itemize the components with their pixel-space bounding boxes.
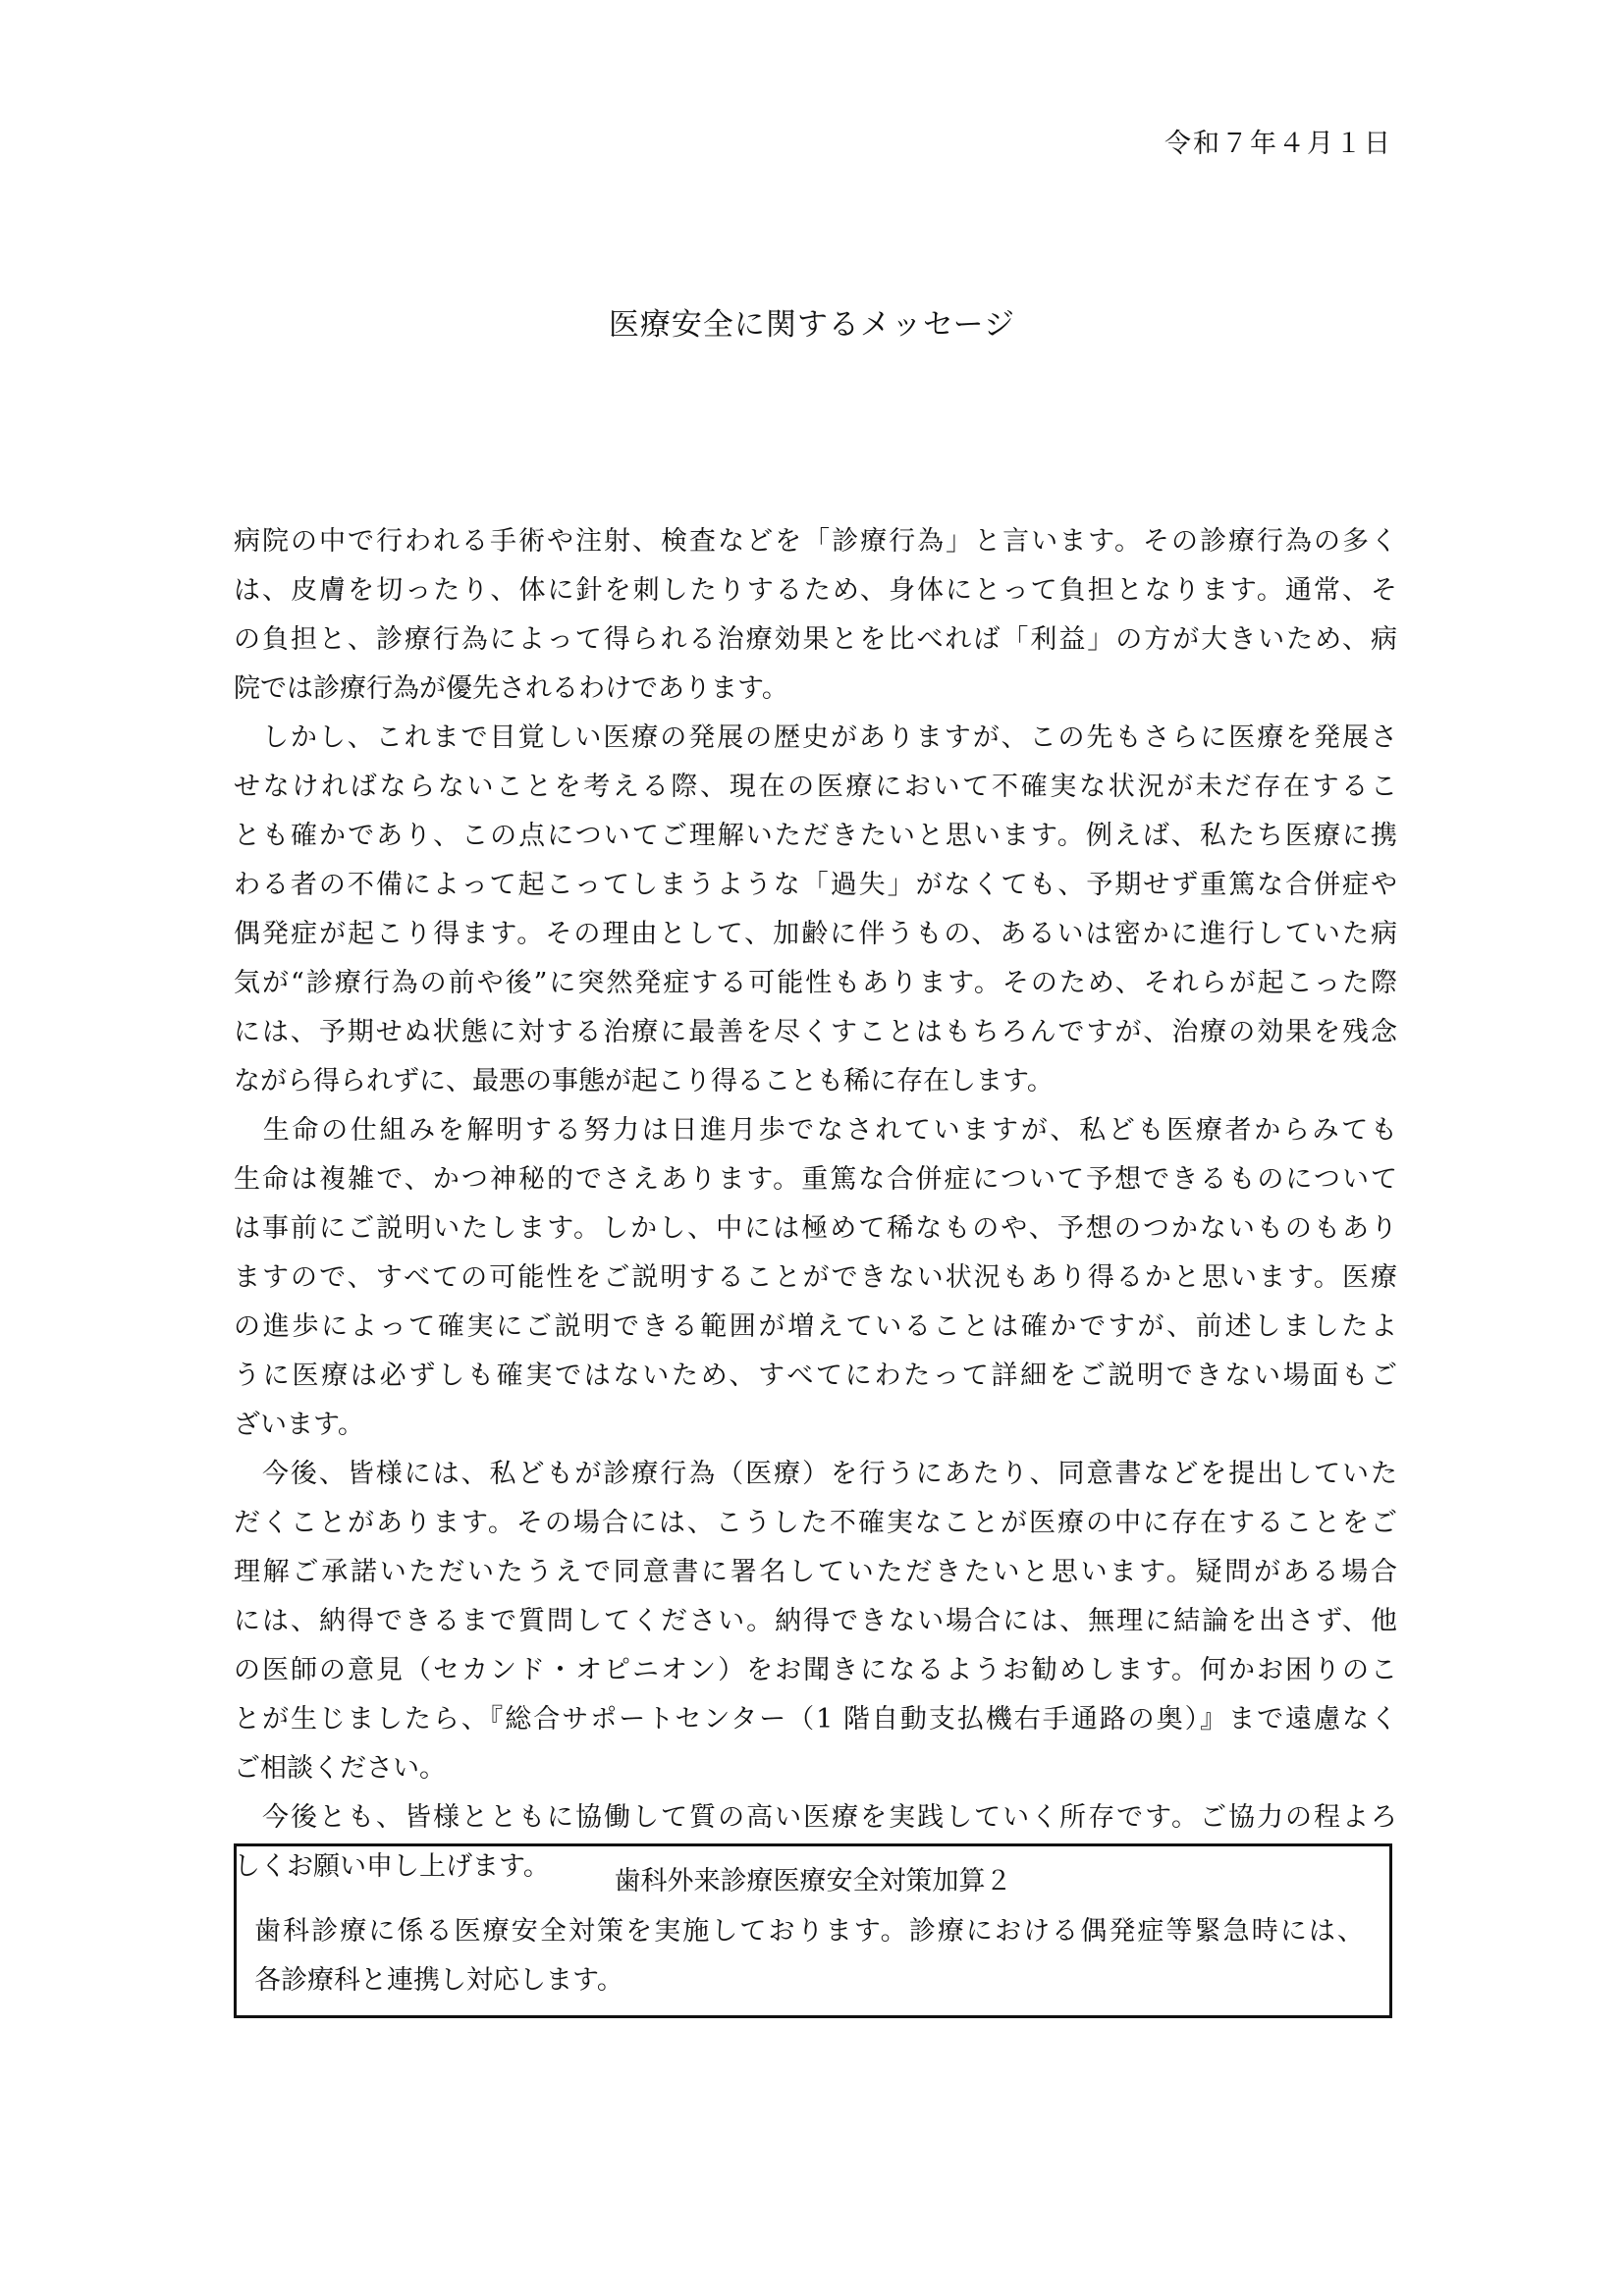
text-line: 偶発症が起こり得ます。その理由として、加齢に伴うもの、あるいは密かに進行していた病	[234, 919, 1397, 949]
text-line: には、予期せぬ状態に対する治療に最善を尽くすことはもちろんですが、治療の効果を残念	[234, 1017, 1397, 1047]
notice-box	[234, 1843, 1392, 2018]
document-title: 医療安全に関するメッセージ	[608, 307, 1016, 343]
text-line: わる者の不備によって起こってしまうような「過失」がなくても、予期せず重篤な合併症や	[234, 870, 1397, 900]
text-line: うに医療は必ずしも確実ではないため、すべてにわたって詳細をご説明できない場面もご	[234, 1361, 1397, 1391]
text-line: 理解ご承諾いただいたうえで同意書に署名していただきたいと思います。疑問がある場合	[234, 1557, 1397, 1587]
text-line: の負担と、診療行為によって得られる治療効果とを比べれば「利益」の方が大きいため、病	[234, 624, 1397, 655]
text-line: は、皮膚を切ったり、体に針を刺したりするため、身体にとって負担となります。通常、そ	[234, 575, 1397, 606]
notice-title: 歯科外来診療医療安全対策加算２	[614, 1866, 1012, 1896]
text-line: だくことがあります。その場合には、こうした不確実なことが医療の中に存在することをご	[234, 1508, 1397, 1538]
paragraph	[234, 714, 1397, 1106]
text-line: の医師の意見（セカンド・オピニオン）をお聞きになるようお勧めします。何かお困りのこ	[234, 1655, 1397, 1685]
text-line: 今後とも、皆様とともに協働して質の高い医療を実践していく所存です。ご協力の程よろ	[234, 1802, 1397, 1833]
notice-body	[254, 1907, 1364, 2005]
document-date: 令和７年４月１日	[1164, 129, 1392, 159]
text-line: ますので、すべての可能性をご説明することができない状況もあり得るかと思います。医療	[234, 1262, 1397, 1293]
text-line: には、納得できるまで質問してください。納得できない場合には、無理に結論を出さず、他	[234, 1606, 1397, 1636]
paragraph	[234, 517, 1397, 714]
text-line: せなければならないことを考える際、現在の医療において不確実な状況が未だ存在するこ	[234, 772, 1397, 802]
notice-line: 歯科診療に係る医療安全対策を実施しております。診療における偶発症等緊急時には、	[254, 1916, 1364, 1947]
text-line: とも確かであり、この点についてご理解いただきたいと思います。例えば、私たち医療に携	[234, 821, 1397, 851]
text-line: 生命は複雑で、かつ神秘的でさえあります。重篤な合併症について予想できるものについて	[234, 1164, 1397, 1195]
text-line: しくお願い申し上げます。	[234, 1851, 550, 1882]
text-line: 気が“診療行為の前や後”に突然発症する可能性もあります。そのため、それらが起こった際	[234, 968, 1397, 998]
notice-line: 各診療科と連携し対応します。	[254, 1965, 623, 1996]
document-body	[234, 517, 1397, 1892]
text-line: 院では診療行為が優先されるわけであります。	[234, 673, 788, 704]
text-line: の進歩によって確実にご説明できる範囲が増えていることは確かですが、前述しましたよ	[234, 1311, 1397, 1342]
text-line: 生命の仕組みを解明する努力は日進月歩でなされていますが、私ども医療者からみても	[234, 1115, 1397, 1146]
text-line: とが生じましたら、『総合サポートセンター（1 階自動支払機右手通路の奥）』まで遠慮なく	[234, 1704, 1397, 1735]
text-line: ざいます。	[234, 1410, 364, 1440]
text-line: 今後、皆様には、私どもが診療行為（医療）を行うにあたり、同意書などを提出していた	[234, 1459, 1397, 1489]
text-line: ながら得られずに、最悪の事態が起こり得ることも稀に存在します。	[234, 1066, 1054, 1096]
text-line: ご相談ください。	[234, 1753, 446, 1784]
text-line: 病院の中で行われる手術や注射、検査などを「診療行為」と言います。その診療行為の多く	[234, 526, 1397, 557]
text-line: は事前にご説明いたします。しかし、中には極めて稀なものや、予想のつかないものもあり	[234, 1213, 1397, 1244]
paragraph	[234, 1106, 1397, 1450]
paragraph	[234, 1450, 1397, 1793]
text-line: しかし、これまで目覚しい医療の発展の歴史がありますが、この先もさらに医療を発展さ	[234, 722, 1397, 753]
